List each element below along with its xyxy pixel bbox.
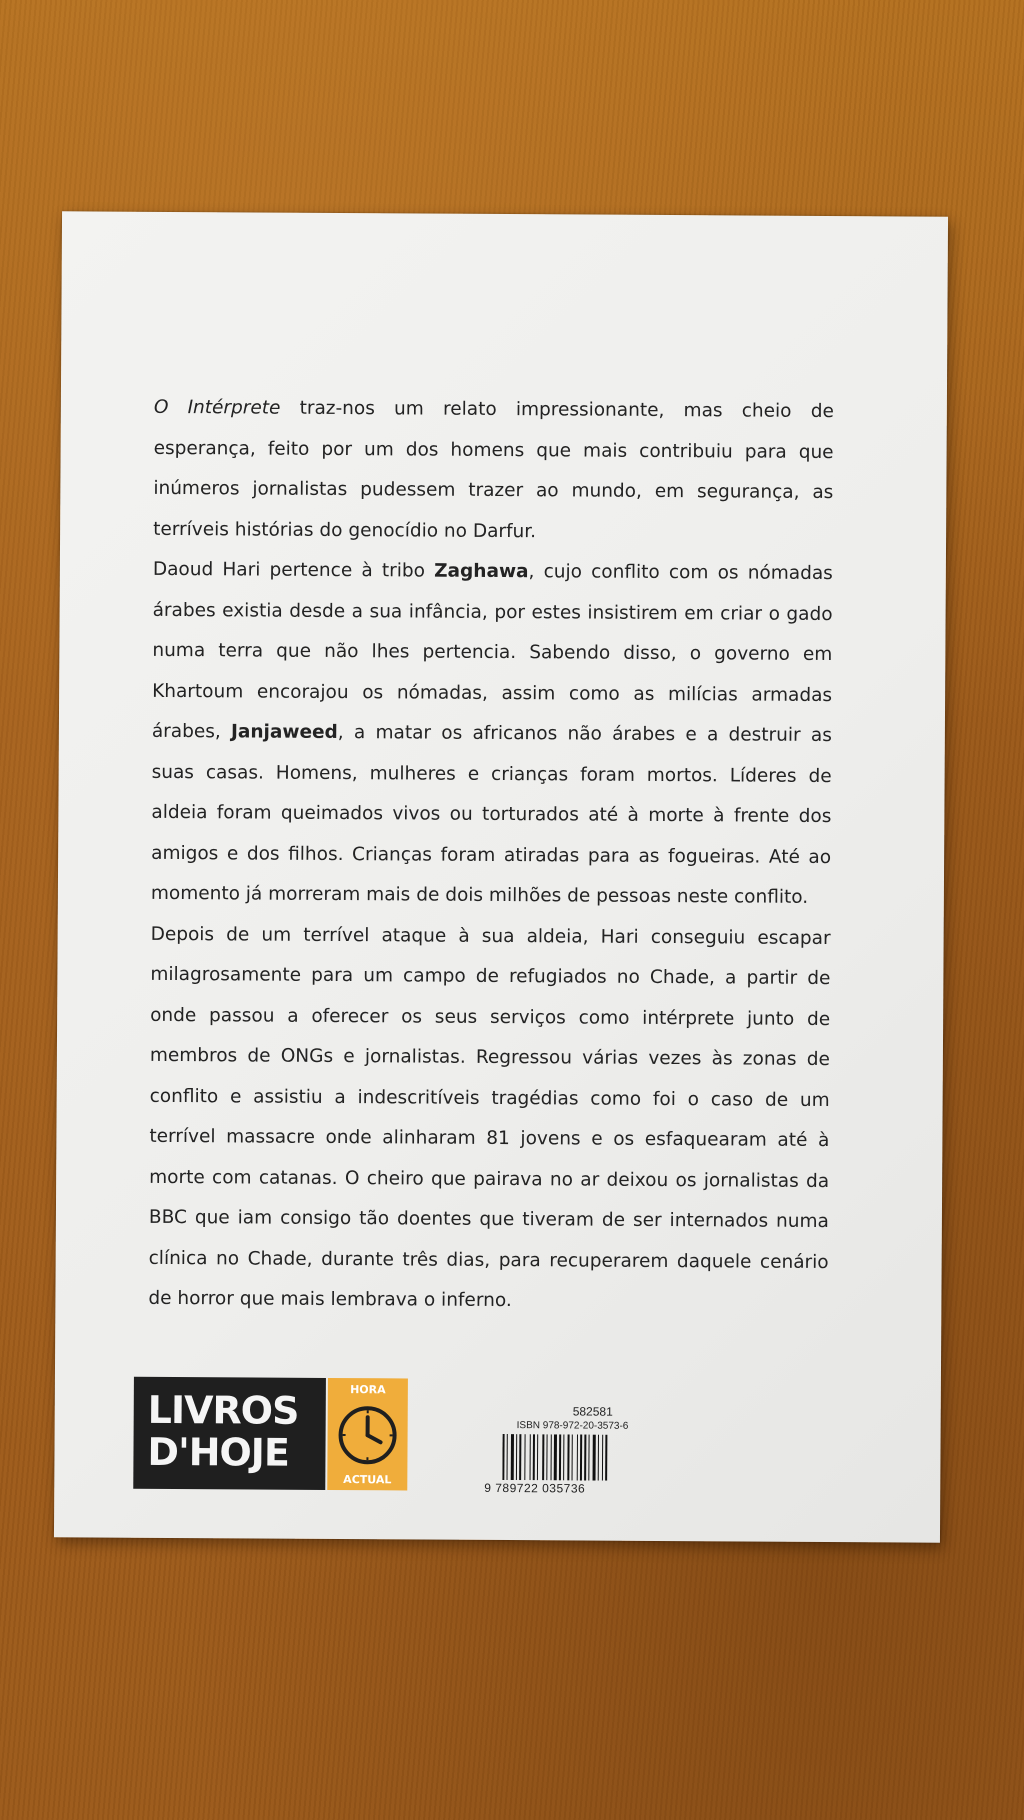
barcode-bar (530, 1434, 531, 1480)
barcode-bar (588, 1435, 589, 1481)
barcode-bar (551, 1434, 552, 1480)
barcode-bar (546, 1434, 547, 1480)
barcode-bar (554, 1434, 557, 1480)
barcode-bar (542, 1434, 544, 1480)
barcode-bar (519, 1434, 521, 1480)
barcode-bar (563, 1434, 564, 1480)
book-title: O Intérprete (153, 396, 281, 419)
barcode-bar (577, 1434, 578, 1480)
logo-line-1: LIVROS (147, 1387, 299, 1433)
barcode-bar (602, 1435, 603, 1481)
book-back-cover (54, 211, 948, 1542)
blurb-paragraph-1: O Intérprete traz-nos um relato impressionante, mas cheio de esperança, feito por um dos homens que mais contribuiu para que inúmeros jornalistas pudessem trazer ao mundo, em segurança, as terríveis histórias do genocídio no Darfur. (153, 396, 834, 542)
blurb-paragraph-3: Depois de um terrível ataque à sua aldeia, Hari conseguiu escapar milagrosamente para um campo de refugiados no Chade, a partir de onde passou a oferecer os seus serviços como intérprete junto de membros de ONGs e jornalistas. Regressou várias vezes às zonas de conflito e assistiu a indescritíveis tragédias como foi o caso de um terrível massacre onde alinharam 81 jovens e os esfaquearam até à morte com catanas. O cheiro que pairava no ar deixou os jornalistas da BBC que iam consigo tão doentes que tiveram de ser internados numa clínica no Chade, durante três dias, para recuperarem daquele cenário de horror que mais lembrava o inferno. (148, 923, 831, 1312)
barcode-bar (605, 1435, 607, 1481)
badge-top-label: HORA (350, 1383, 386, 1397)
blurb-paragraph-2: Daoud Hari pertence à tribo Zaghawa, cujo conflito com os nómadas árabes existia desde a sua infância, por estes insistirem em criar o gado numa terra que não lhes pertencia. Sabendo disso, o governo em Khartoum encorajou os nómadas, assim como as milícias armadas árabes, Janjaweed, a matar os africanos não árabes e a destruir as suas casas. Homens, mulheres e crianças foram mortos. Líderes de aldeia foram queimados vivos ou torturados até à morte à frente dos amigos e dos filhos. Crianças foram atiradas para as fogueiras. Até ao momento já morreram mais de dois milhões de pessoas neste conflito. (150, 558, 833, 908)
blurb-text (148, 388, 834, 1324)
barcode-bar (598, 1435, 599, 1481)
collection-badge (327, 1378, 408, 1490)
ean-digits: 9 789722 035736 (484, 1480, 586, 1496)
isbn-text: ISBN 978-972-20-3573-6 (516, 1420, 629, 1432)
badge-bottom-label: ACTUAL (343, 1473, 392, 1487)
logo-wordmark (133, 1377, 326, 1490)
product-code: 582581 (572, 1404, 613, 1419)
barcode-bar (524, 1434, 525, 1480)
barcode-bar (584, 1435, 586, 1481)
barcode-bar (567, 1434, 569, 1480)
barcode-bar (511, 1434, 514, 1480)
barcode-bar (580, 1434, 582, 1480)
militia-name: Janjaweed (230, 721, 338, 744)
barcode-bar (516, 1434, 517, 1480)
publisher-logo (133, 1377, 408, 1491)
barcode-bar (537, 1434, 538, 1480)
barcode-bar (593, 1435, 596, 1481)
clock-icon (336, 1404, 398, 1466)
barcode-bar (533, 1434, 535, 1480)
barcode-bar (507, 1434, 508, 1480)
barcode-block (484, 1404, 645, 1505)
barcode-bar (572, 1434, 573, 1480)
tribe-name: Zaghawa (434, 560, 529, 583)
barcode-bar (502, 1434, 504, 1480)
barcode-icon (502, 1434, 632, 1481)
logo-line-2: D'HOJE (147, 1429, 290, 1475)
barcode-bar (559, 1434, 561, 1480)
